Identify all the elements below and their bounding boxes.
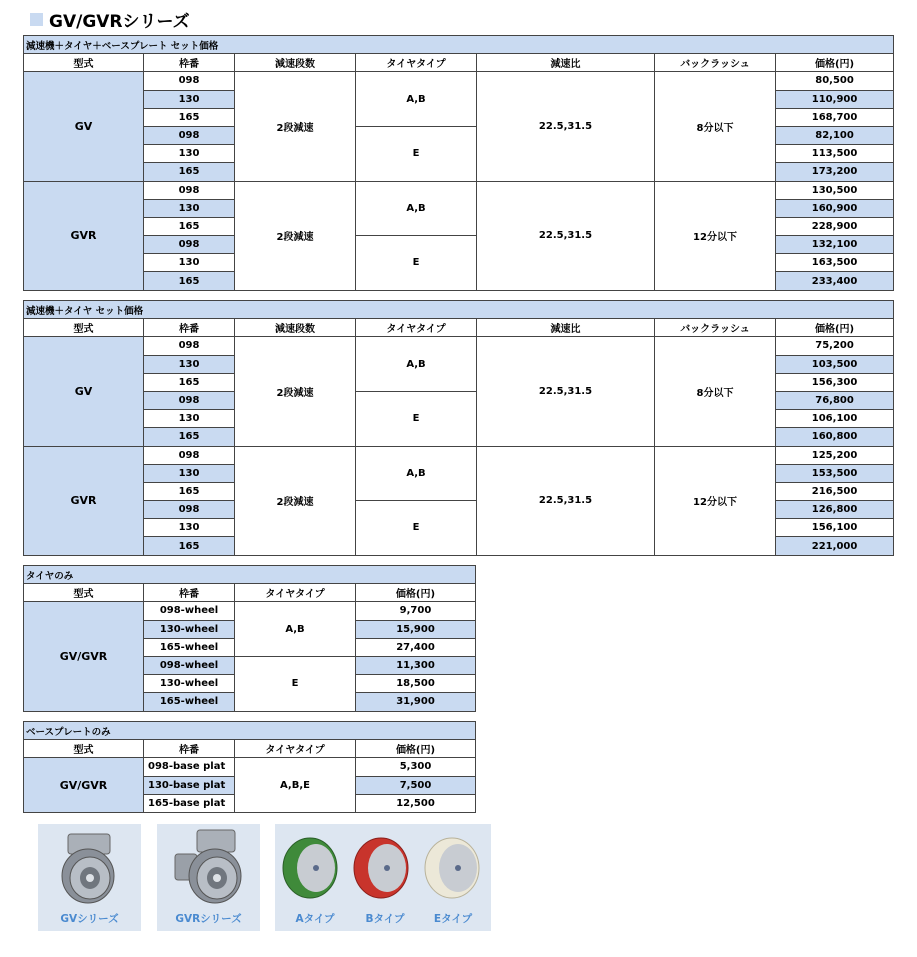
header-stages: 減速段数 — [235, 54, 356, 72]
header-frame: 枠番 — [144, 319, 235, 337]
frame-cell: 165 — [144, 108, 235, 126]
table-baseplate-only — [23, 721, 476, 813]
header-model: 型式 — [24, 319, 144, 337]
price-cell: 106,100 — [776, 410, 894, 428]
table-row — [24, 72, 894, 90]
price-cell: 233,400 — [776, 272, 894, 290]
header-price: 価格(円) — [776, 319, 894, 337]
price-cell: 132,100 — [776, 236, 894, 254]
price-cell: 31,900 — [356, 693, 476, 711]
frame-cell: 098 — [144, 181, 235, 199]
header-frame: 枠番 — [144, 54, 235, 72]
frame-cell: 130-wheel — [144, 620, 235, 638]
frame-cell: 130 — [144, 90, 235, 108]
stages-cell: 2段減速 — [235, 446, 356, 555]
table-row — [24, 758, 476, 776]
price-cell: 27,400 — [356, 638, 476, 656]
title-text: GV/GVRシリーズ — [49, 11, 190, 32]
price-cell: 12,500 — [356, 794, 476, 812]
table-caption: タイヤのみ — [24, 566, 476, 584]
header-tire-type: タイヤタイプ — [235, 740, 356, 758]
tire-type-cell: E — [356, 501, 477, 556]
price-cell: 221,000 — [776, 537, 894, 555]
frame-cell: 098 — [144, 72, 235, 90]
header-tire-type: タイヤタイプ — [235, 584, 356, 602]
price-cell: 160,900 — [776, 199, 894, 217]
price-cell: 160,800 — [776, 428, 894, 446]
stages-cell: 2段減速 — [235, 181, 356, 290]
stages-cell: 2段減速 — [235, 337, 356, 446]
frame-cell: 165 — [144, 272, 235, 290]
header-backlash: バックラッシュ — [655, 54, 776, 72]
frame-cell: 098 — [144, 391, 235, 409]
model-cell: GV/GVR — [24, 602, 144, 711]
page-title — [30, 8, 190, 30]
tire-type-cell: A,B — [235, 602, 356, 657]
frame-cell: 098 — [144, 126, 235, 144]
header-stages: 減速段数 — [235, 319, 356, 337]
header-model: 型式 — [24, 740, 144, 758]
frame-cell: 130-wheel — [144, 675, 235, 693]
title-marker — [30, 13, 43, 26]
frame-cell: 098 — [144, 337, 235, 355]
frame-cell: 130 — [144, 355, 235, 373]
tire-type-cell: E — [235, 656, 356, 711]
price-cell: 163,500 — [776, 254, 894, 272]
frame-cell: 098 — [144, 236, 235, 254]
header-ratio: 減速比 — [477, 319, 655, 337]
gv-series-image — [38, 824, 141, 931]
header-backlash: バックラッシュ — [655, 319, 776, 337]
price-cell: 153,500 — [776, 464, 894, 482]
table-set-with-baseplate — [23, 35, 894, 291]
frame-cell: 130 — [144, 254, 235, 272]
model-cell: GV — [24, 72, 144, 181]
frame-cell: 165-wheel — [144, 638, 235, 656]
frame-cell: 098-wheel — [144, 602, 235, 620]
price-cell: 168,700 — [776, 108, 894, 126]
tire-a-label: Aタイプ — [295, 913, 335, 925]
gv-reducer-icon — [38, 824, 141, 909]
tire-type-cell: E — [356, 126, 477, 181]
price-cell: 125,200 — [776, 446, 894, 464]
header-tire-type: タイヤタイプ — [356, 54, 477, 72]
frame-cell: 130 — [144, 464, 235, 482]
frame-cell: 165 — [144, 373, 235, 391]
price-cell: 216,500 — [776, 482, 894, 500]
header-model: 型式 — [24, 584, 144, 602]
price-cell: 75,200 — [776, 337, 894, 355]
header-ratio: 減速比 — [477, 54, 655, 72]
table-row — [24, 337, 894, 355]
backlash-cell: 12分以下 — [655, 446, 776, 555]
frame-cell: 130 — [144, 199, 235, 217]
tire-wheels-icon — [275, 824, 491, 909]
price-cell: 76,800 — [776, 391, 894, 409]
price-cell: 156,100 — [776, 519, 894, 537]
tire-type-cell: A,B — [356, 337, 477, 392]
frame-cell: 098 — [144, 446, 235, 464]
ratio-cell: 22.5,31.5 — [477, 337, 655, 446]
table-caption: ベースプレートのみ — [24, 722, 476, 740]
ratio-cell: 22.5,31.5 — [477, 72, 655, 181]
price-cell: 103,500 — [776, 355, 894, 373]
tire-types-image — [275, 824, 491, 931]
frame-cell: 165-base plat — [144, 794, 235, 812]
table-caption: 減速機＋タイヤ セット価格 — [24, 301, 894, 319]
price-cell: 110,900 — [776, 90, 894, 108]
tire-type-cell: A,B — [356, 181, 477, 236]
model-cell: GV/GVR — [24, 758, 144, 813]
stages-cell: 2段減速 — [235, 72, 356, 181]
frame-cell: 130 — [144, 410, 235, 428]
price-cell: 82,100 — [776, 126, 894, 144]
frame-cell: 165 — [144, 163, 235, 181]
table-row — [24, 181, 894, 199]
frame-cell: 165 — [144, 482, 235, 500]
price-cell: 11,300 — [356, 656, 476, 674]
backlash-cell: 12分以下 — [655, 181, 776, 290]
price-cell: 9,700 — [356, 602, 476, 620]
frame-cell: 165 — [144, 537, 235, 555]
price-cell: 5,300 — [356, 758, 476, 776]
header-price: 価格(円) — [356, 584, 476, 602]
frame-cell: 098 — [144, 501, 235, 519]
table-tire-only — [23, 565, 476, 712]
tire-type-cell: A,B,E — [235, 758, 356, 813]
tire-type-cell: A,B — [356, 72, 477, 127]
header-frame: 枠番 — [144, 740, 235, 758]
header-frame: 枠番 — [144, 584, 235, 602]
frame-cell: 130 — [144, 519, 235, 537]
table-row — [24, 602, 476, 620]
frame-cell: 098-wheel — [144, 656, 235, 674]
tire-type-cell: A,B — [356, 446, 477, 501]
tire-b-label: Bタイプ — [365, 913, 405, 925]
table-caption: 減速機＋タイヤ＋ベースプレート セット価格 — [24, 36, 894, 54]
header-model: 型式 — [24, 54, 144, 72]
table-row — [24, 446, 894, 464]
gvr-series-image — [157, 824, 260, 931]
backlash-cell: 8分以下 — [655, 337, 776, 446]
tire-type-cell: E — [356, 236, 477, 291]
frame-cell: 165-wheel — [144, 693, 235, 711]
header-price: 価格(円) — [356, 740, 476, 758]
frame-cell: 130-base plat — [144, 776, 235, 794]
frame-cell: 165 — [144, 428, 235, 446]
frame-cell: 165 — [144, 217, 235, 235]
backlash-cell: 8分以下 — [655, 72, 776, 181]
ratio-cell: 22.5,31.5 — [477, 446, 655, 555]
price-cell: 15,900 — [356, 620, 476, 638]
frame-cell: 130 — [144, 145, 235, 163]
price-cell: 7,500 — [356, 776, 476, 794]
table-set-without-baseplate — [23, 300, 894, 556]
price-cell: 18,500 — [356, 675, 476, 693]
tire-e-label: Eタイプ — [433, 913, 473, 925]
price-cell: 228,900 — [776, 217, 894, 235]
model-cell: GV — [24, 337, 144, 446]
price-cell: 173,200 — [776, 163, 894, 181]
header-price: 価格(円) — [776, 54, 894, 72]
price-cell: 80,500 — [776, 72, 894, 90]
gvr-series-label: GVRシリーズ — [175, 913, 242, 925]
tire-type-cell: E — [356, 391, 477, 446]
price-cell: 156,300 — [776, 373, 894, 391]
price-cell: 113,500 — [776, 145, 894, 163]
gv-series-label: GVシリーズ — [60, 913, 119, 925]
model-cell: GVR — [24, 181, 144, 290]
price-cell: 126,800 — [776, 501, 894, 519]
gvr-reducer-icon — [157, 824, 260, 909]
price-cell: 130,500 — [776, 181, 894, 199]
header-tire-type: タイヤタイプ — [356, 319, 477, 337]
frame-cell: 098-base plat — [144, 758, 235, 776]
model-cell: GVR — [24, 446, 144, 555]
ratio-cell: 22.5,31.5 — [477, 181, 655, 290]
